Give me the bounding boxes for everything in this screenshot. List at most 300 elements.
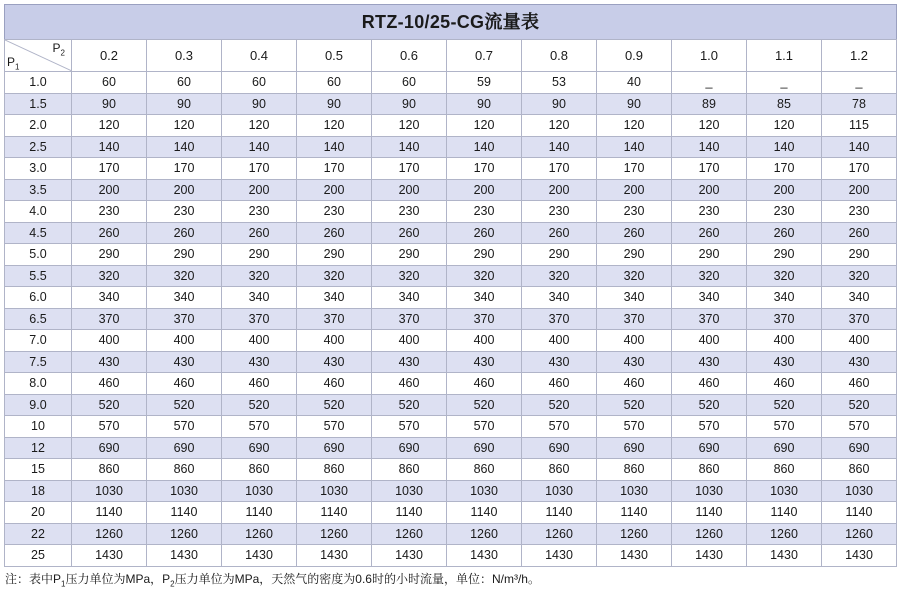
table-cell: 260 <box>72 222 147 244</box>
table-cell: 170 <box>747 158 822 180</box>
table-cell: 90 <box>222 93 297 115</box>
table-row <box>5 265 897 287</box>
table-cell: 400 <box>372 330 447 352</box>
table-cell: 1430 <box>297 545 372 567</box>
table-cell: 340 <box>372 287 447 309</box>
table-cell: 1430 <box>372 545 447 567</box>
table-cell: 120 <box>597 115 672 137</box>
table-cell: 1140 <box>447 502 522 524</box>
row-header-p1: 3.5 <box>5 179 72 201</box>
table-cell: 370 <box>372 308 447 330</box>
table-cell: 340 <box>672 287 747 309</box>
table-cell: 90 <box>72 93 147 115</box>
column-header: 0.8 <box>522 40 597 72</box>
table-title: RTZ-10/25-CG流量表 <box>4 4 897 39</box>
table-cell: 340 <box>147 287 222 309</box>
table-cell: 690 <box>672 437 747 459</box>
table-cell: 120 <box>447 115 522 137</box>
table-cell: 340 <box>747 287 822 309</box>
table-cell: 1030 <box>222 480 297 502</box>
column-header: 1.2 <box>822 40 897 72</box>
table-cell: 1260 <box>147 523 222 545</box>
table-cell: 340 <box>447 287 522 309</box>
table-row <box>5 222 897 244</box>
row-header-p1: 8.0 <box>5 373 72 395</box>
table-cell: 200 <box>72 179 147 201</box>
table-cell: 1430 <box>672 545 747 567</box>
table-cell: 400 <box>822 330 897 352</box>
table-cell: 320 <box>597 265 672 287</box>
table-cell: 860 <box>747 459 822 481</box>
table-cell: 1140 <box>597 502 672 524</box>
table-cell: 430 <box>72 351 147 373</box>
table-row <box>5 308 897 330</box>
table-cell: 430 <box>522 351 597 373</box>
row-header-p1: 3.0 <box>5 158 72 180</box>
table-cell: 570 <box>597 416 672 438</box>
table-cell: 260 <box>147 222 222 244</box>
table-cell: 290 <box>297 244 372 266</box>
table-cell: 340 <box>597 287 672 309</box>
table-cell: 260 <box>522 222 597 244</box>
table-body <box>5 72 897 567</box>
table-cell: 430 <box>747 351 822 373</box>
table-cell: 290 <box>747 244 822 266</box>
table-cell: 460 <box>147 373 222 395</box>
column-header: 0.7 <box>447 40 522 72</box>
table-row <box>5 115 897 137</box>
table-cell: 170 <box>222 158 297 180</box>
table-cell: 520 <box>72 394 147 416</box>
table-cell: 860 <box>222 459 297 481</box>
table-row <box>5 545 897 567</box>
table-cell: 860 <box>372 459 447 481</box>
table-cell: 1260 <box>672 523 747 545</box>
table-cell: 1430 <box>147 545 222 567</box>
table-cell: 170 <box>597 158 672 180</box>
table-cell: 60 <box>222 72 297 94</box>
table-cell: 690 <box>297 437 372 459</box>
table-cell: 570 <box>747 416 822 438</box>
table-cell: 290 <box>372 244 447 266</box>
table-cell: 400 <box>222 330 297 352</box>
row-header-p1: 10 <box>5 416 72 438</box>
row-header-p1: 1.0 <box>5 72 72 94</box>
table-cell: 230 <box>372 201 447 223</box>
row-header-p1: 4.0 <box>5 201 72 223</box>
table-cell: 690 <box>597 437 672 459</box>
column-header: 0.5 <box>297 40 372 72</box>
table-cell: 170 <box>72 158 147 180</box>
table-cell: 520 <box>822 394 897 416</box>
table-cell: 1140 <box>522 502 597 524</box>
table-cell: 520 <box>447 394 522 416</box>
table-cell: 320 <box>522 265 597 287</box>
table-cell: 140 <box>72 136 147 158</box>
table-cell: 290 <box>822 244 897 266</box>
table-cell: 170 <box>297 158 372 180</box>
table-cell: 59 <box>447 72 522 94</box>
table-cell: 690 <box>72 437 147 459</box>
table-cell: 370 <box>597 308 672 330</box>
table-cell: 140 <box>822 136 897 158</box>
table-cell: 320 <box>747 265 822 287</box>
table-cell: 230 <box>822 201 897 223</box>
p2-axis-label: $P_2$ <box>52 41 65 58</box>
table-cell: 520 <box>297 394 372 416</box>
table-cell: 1430 <box>597 545 672 567</box>
table-row <box>5 158 897 180</box>
table-cell: 520 <box>597 394 672 416</box>
table-cell: 370 <box>297 308 372 330</box>
table-cell: 1260 <box>222 523 297 545</box>
row-header-p1: 5.0 <box>5 244 72 266</box>
table-cell: 120 <box>222 115 297 137</box>
row-header-p1: 15 <box>5 459 72 481</box>
table-cell: 520 <box>747 394 822 416</box>
table-cell: 860 <box>672 459 747 481</box>
table-cell: 90 <box>522 93 597 115</box>
table-cell: 400 <box>147 330 222 352</box>
table-cell: 290 <box>72 244 147 266</box>
table-row <box>5 244 897 266</box>
table-cell: 1260 <box>447 523 522 545</box>
table-cell: 1030 <box>822 480 897 502</box>
table-cell: 120 <box>747 115 822 137</box>
table-cell: _ <box>672 72 747 94</box>
table-cell: 400 <box>522 330 597 352</box>
table-cell: 260 <box>297 222 372 244</box>
row-header-p1: 5.5 <box>5 265 72 287</box>
table-cell: 430 <box>447 351 522 373</box>
table-cell: 200 <box>597 179 672 201</box>
table-cell: 1260 <box>297 523 372 545</box>
table-cell: 170 <box>522 158 597 180</box>
table-cell: _ <box>822 72 897 94</box>
table-cell: 320 <box>147 265 222 287</box>
table-cell: 200 <box>147 179 222 201</box>
table-cell: 570 <box>297 416 372 438</box>
table-cell: 290 <box>522 244 597 266</box>
table-cell: 520 <box>672 394 747 416</box>
row-header-p1: 4.5 <box>5 222 72 244</box>
table-cell: 140 <box>447 136 522 158</box>
table-cell: 1430 <box>747 545 822 567</box>
table-cell: 340 <box>72 287 147 309</box>
row-header-p1: 25 <box>5 545 72 567</box>
table-cell: 1140 <box>672 502 747 524</box>
table-cell: 260 <box>672 222 747 244</box>
table-cell: 570 <box>147 416 222 438</box>
table-cell: 200 <box>447 179 522 201</box>
table-row <box>5 437 897 459</box>
table-cell: 320 <box>822 265 897 287</box>
table-cell: 260 <box>372 222 447 244</box>
table-cell: 460 <box>372 373 447 395</box>
table-cell: 230 <box>222 201 297 223</box>
table-cell: 460 <box>222 373 297 395</box>
column-header: 0.6 <box>372 40 447 72</box>
table-cell: 340 <box>522 287 597 309</box>
table-cell: 370 <box>222 308 297 330</box>
table-cell: 860 <box>147 459 222 481</box>
table-cell: 140 <box>222 136 297 158</box>
table-cell: 230 <box>147 201 222 223</box>
table-row <box>5 201 897 223</box>
table-row <box>5 330 897 352</box>
table-cell: 200 <box>822 179 897 201</box>
table-cell: 260 <box>822 222 897 244</box>
table-cell: 1140 <box>222 502 297 524</box>
column-header: 0.2 <box>72 40 147 72</box>
table-cell: 460 <box>522 373 597 395</box>
table-cell: 430 <box>672 351 747 373</box>
table-cell: 230 <box>597 201 672 223</box>
table-cell: 1030 <box>297 480 372 502</box>
table-row <box>5 394 897 416</box>
table-cell: 40 <box>597 72 672 94</box>
table-cell: 460 <box>822 373 897 395</box>
table-cell: 460 <box>72 373 147 395</box>
table-cell: 370 <box>672 308 747 330</box>
table-row <box>5 480 897 502</box>
table-cell: 140 <box>147 136 222 158</box>
column-header: 0.3 <box>147 40 222 72</box>
p1-axis-label: $P_1$ <box>7 54 20 71</box>
table-cell: 400 <box>297 330 372 352</box>
table-cell: 1430 <box>72 545 147 567</box>
row-header-p1: 12 <box>5 437 72 459</box>
header-row <box>5 40 897 72</box>
table-cell: 1030 <box>372 480 447 502</box>
table-cell: 60 <box>297 72 372 94</box>
table-cell: 120 <box>72 115 147 137</box>
row-header-p1: 6.5 <box>5 308 72 330</box>
table-cell: 400 <box>672 330 747 352</box>
table-cell: 400 <box>597 330 672 352</box>
table-cell: 200 <box>222 179 297 201</box>
table-cell: 320 <box>372 265 447 287</box>
corner-cell <box>5 40 72 72</box>
table-cell: 1260 <box>822 523 897 545</box>
table-cell: 1430 <box>447 545 522 567</box>
table-cell: 570 <box>522 416 597 438</box>
table-cell: 230 <box>297 201 372 223</box>
table-cell: 120 <box>522 115 597 137</box>
table-cell: 140 <box>372 136 447 158</box>
table-cell: 1430 <box>222 545 297 567</box>
table-cell: 570 <box>822 416 897 438</box>
table-row <box>5 93 897 115</box>
table-cell: 1140 <box>372 502 447 524</box>
table-cell: 460 <box>747 373 822 395</box>
column-header: 0.4 <box>222 40 297 72</box>
table-cell: 1430 <box>522 545 597 567</box>
row-header-p1: 18 <box>5 480 72 502</box>
table-cell: 370 <box>522 308 597 330</box>
table-cell: 120 <box>297 115 372 137</box>
row-header-p1: 1.5 <box>5 93 72 115</box>
table-cell: 200 <box>297 179 372 201</box>
table-cell: 230 <box>747 201 822 223</box>
table-cell: 1260 <box>372 523 447 545</box>
table-cell: 520 <box>372 394 447 416</box>
table-header <box>5 40 897 72</box>
table-cell: 200 <box>372 179 447 201</box>
table-cell: 200 <box>672 179 747 201</box>
table-cell: 1430 <box>822 545 897 567</box>
table-cell: 60 <box>372 72 447 94</box>
table-cell: 340 <box>822 287 897 309</box>
table-cell: 690 <box>522 437 597 459</box>
table-cell: 690 <box>822 437 897 459</box>
table-cell: 520 <box>147 394 222 416</box>
table-cell: 370 <box>822 308 897 330</box>
table-cell: 460 <box>447 373 522 395</box>
table-row <box>5 72 897 94</box>
column-header: 0.9 <box>597 40 672 72</box>
table-cell: 1140 <box>72 502 147 524</box>
table-cell: 860 <box>822 459 897 481</box>
table-cell: 860 <box>72 459 147 481</box>
table-cell: 170 <box>372 158 447 180</box>
table-cell: 570 <box>447 416 522 438</box>
table-cell: 170 <box>447 158 522 180</box>
table-row <box>5 502 897 524</box>
table-cell: 140 <box>297 136 372 158</box>
table-cell: 1030 <box>747 480 822 502</box>
footnote: 注：表中$P_1$压力单位为MPa，$P_2$压力单位为MPa，天然气的密度为0.6时的小时流量，单位：N/m³/h。 <box>5 571 540 588</box>
table-cell: 1260 <box>522 523 597 545</box>
table-cell: 430 <box>147 351 222 373</box>
table-cell: 1140 <box>822 502 897 524</box>
table-cell: 90 <box>297 93 372 115</box>
row-header-p1: 9.0 <box>5 394 72 416</box>
table-cell: 60 <box>147 72 222 94</box>
table-cell: 370 <box>447 308 522 330</box>
row-header-p1: 7.0 <box>5 330 72 352</box>
table-cell: 230 <box>672 201 747 223</box>
row-header-p1: 6.0 <box>5 287 72 309</box>
table-cell: 690 <box>147 437 222 459</box>
table-cell: 140 <box>747 136 822 158</box>
table-cell: 140 <box>597 136 672 158</box>
row-header-p1: 2.5 <box>5 136 72 158</box>
table-cell: 320 <box>72 265 147 287</box>
table-cell: 120 <box>372 115 447 137</box>
table-cell: 340 <box>297 287 372 309</box>
table-cell: 570 <box>222 416 297 438</box>
table-cell: 140 <box>672 136 747 158</box>
table-cell: 85 <box>747 93 822 115</box>
table-cell: 260 <box>747 222 822 244</box>
table-cell: 89 <box>672 93 747 115</box>
table-cell: 570 <box>372 416 447 438</box>
table-cell: 690 <box>747 437 822 459</box>
table-cell: 230 <box>72 201 147 223</box>
table-cell: 860 <box>447 459 522 481</box>
table-cell: 430 <box>597 351 672 373</box>
table-cell: 90 <box>372 93 447 115</box>
table-cell: 1140 <box>747 502 822 524</box>
table-cell: 53 <box>522 72 597 94</box>
table-cell: 230 <box>447 201 522 223</box>
table-cell: 290 <box>222 244 297 266</box>
table-row <box>5 287 897 309</box>
table-row <box>5 523 897 545</box>
flow-table <box>4 39 897 567</box>
table-cell: 115 <box>822 115 897 137</box>
table-cell: 690 <box>447 437 522 459</box>
table-cell: 460 <box>297 373 372 395</box>
table-cell: 90 <box>597 93 672 115</box>
table-cell: 460 <box>597 373 672 395</box>
row-header-p1: 2.0 <box>5 115 72 137</box>
table-cell: 570 <box>672 416 747 438</box>
table-cell: 320 <box>297 265 372 287</box>
table-cell: 200 <box>522 179 597 201</box>
table-cell: 860 <box>297 459 372 481</box>
table-cell: 290 <box>672 244 747 266</box>
table-cell: 690 <box>222 437 297 459</box>
table-cell: 60 <box>72 72 147 94</box>
table-cell: 140 <box>522 136 597 158</box>
table-cell: 430 <box>222 351 297 373</box>
table-cell: 370 <box>747 308 822 330</box>
table-cell: 1140 <box>147 502 222 524</box>
row-header-p1: 7.5 <box>5 351 72 373</box>
table-cell: 1030 <box>447 480 522 502</box>
table-cell: 430 <box>297 351 372 373</box>
table-cell: 200 <box>747 179 822 201</box>
table-cell: _ <box>747 72 822 94</box>
table-cell: 170 <box>822 158 897 180</box>
flow-table-container <box>4 4 897 588</box>
column-header: 1.1 <box>747 40 822 72</box>
row-header-p1: 22 <box>5 523 72 545</box>
table-cell: 320 <box>222 265 297 287</box>
table-cell: 370 <box>72 308 147 330</box>
table-cell: 1030 <box>672 480 747 502</box>
table-cell: 1030 <box>147 480 222 502</box>
table-cell: 520 <box>522 394 597 416</box>
table-cell: 1030 <box>522 480 597 502</box>
table-cell: 1260 <box>72 523 147 545</box>
table-cell: 370 <box>147 308 222 330</box>
row-header-p1: 20 <box>5 502 72 524</box>
table-cell: 1260 <box>747 523 822 545</box>
table-row <box>5 459 897 481</box>
table-cell: 690 <box>372 437 447 459</box>
table-cell: 340 <box>222 287 297 309</box>
table-cell: 290 <box>447 244 522 266</box>
table-row <box>5 179 897 201</box>
column-header: 1.0 <box>672 40 747 72</box>
table-cell: 320 <box>672 265 747 287</box>
table-cell: 430 <box>372 351 447 373</box>
table-cell: 860 <box>597 459 672 481</box>
table-row <box>5 351 897 373</box>
table-cell: 1140 <box>297 502 372 524</box>
table-row <box>5 136 897 158</box>
table-cell: 460 <box>672 373 747 395</box>
table-cell: 78 <box>822 93 897 115</box>
table-cell: 430 <box>822 351 897 373</box>
table-cell: 290 <box>147 244 222 266</box>
table-cell: 260 <box>222 222 297 244</box>
table-cell: 290 <box>597 244 672 266</box>
table-cell: 90 <box>447 93 522 115</box>
